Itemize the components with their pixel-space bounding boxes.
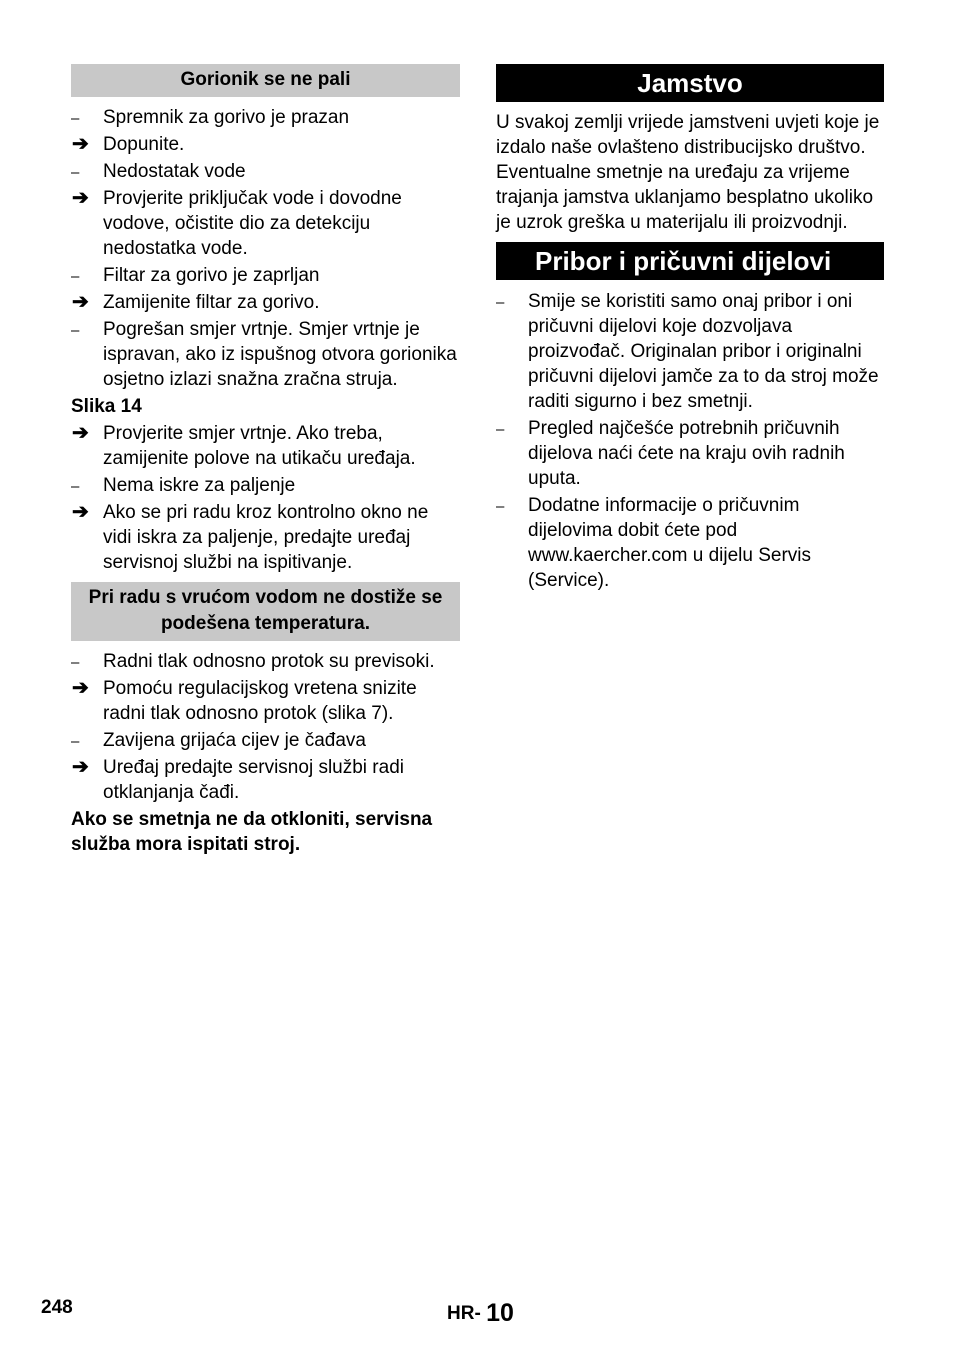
dash-marker: –: [71, 164, 80, 181]
accessories-list: [496, 289, 884, 593]
section-heading-warranty: Jamstvo: [496, 64, 884, 102]
list-item: ➔ Dopunite.: [72, 133, 185, 155]
list-item: – Spremnik za gorivo je prazan: [71, 105, 460, 130]
arrow-right-icon: ➔: [72, 422, 89, 444]
separator: -: [474, 1303, 481, 1324]
arrow-right-icon: ➔: [72, 291, 89, 313]
list-item: ➔ Uređaj predajte servisnoj službi radi otklanjanja čađi.: [72, 756, 404, 803]
burner-troubleshooting-list-continued: [71, 421, 460, 575]
list-item: ➔ Ako se pri radu kroz kontrolno okno ne vidi iskra za paljenje, predajte uređaj servisnoj službi na ispitivanje.: [72, 501, 429, 573]
language-code: HR: [447, 1303, 475, 1324]
closing-note: Ako se smetnja ne da otkloniti, servisna služba mora ispitati stroj.: [71, 809, 433, 855]
left-column: [71, 64, 460, 857]
right-column: [496, 64, 884, 595]
temperature-troubleshooting-list: [71, 649, 460, 805]
dash-marker: –: [71, 268, 80, 285]
dash-marker: –: [496, 294, 505, 311]
list-item: – Pregled najčešće potrebnih pričuvnih dijelova naći ćete na kraju ovih radnih uputa.: [496, 418, 845, 489]
list-item: – Nedostatak vode: [71, 159, 460, 184]
arrow-right-icon: ➔: [72, 133, 89, 155]
dash-marker: –: [71, 322, 80, 339]
arrow-right-icon: ➔: [72, 677, 89, 699]
dash-marker: –: [496, 421, 505, 438]
figure-reference: Slika 14: [71, 396, 142, 417]
list-item: – Pogrešan smjer vrtnje. Smjer vrtnje je ispravan, ako iz ispušnog otvora gorionika osjetno izlazi snažna zračna struja.: [71, 319, 457, 390]
section-heading-burner-not-igniting: Gorionik se ne pali: [71, 64, 460, 97]
list-item: – Dodatne informacije o pričuvnim dijelovima dobit ćete pod www.kaercher.com u dijelu Servis (Service).: [496, 495, 811, 591]
dash-marker: –: [71, 654, 80, 671]
arrow-right-icon: ➔: [72, 756, 89, 778]
list-item: – Filtar za gorivo je zaprljan: [71, 263, 460, 288]
dash-marker: –: [71, 733, 80, 750]
dash-marker: –: [71, 110, 80, 127]
list-item: ➔ Pomoću regulacijskog vretena snizite radni tlak odnosno protok (slika 7).: [72, 677, 417, 724]
list-item: – Smije se koristiti samo onaj pribor i oni pričuvni dijelovi koje dozvoljava proizvođač. Originalan pribor i originalni pričuvni dijelovi jamče za to da stroj može raditi sigurno i bez smetnji.: [496, 291, 879, 412]
local-page-number: 10: [486, 1299, 514, 1327]
list-item: ➔ Provjerite smjer vrtnje. Ako treba, zamijenite polove na utikaču uređaja.: [72, 422, 416, 469]
burner-troubleshooting-list: [71, 105, 460, 392]
list-item: – Zavijena grijaća cijev je čađava: [71, 728, 460, 753]
list-item: – Radni tlak odnosno protok su previsoki.: [71, 649, 460, 674]
section-heading-accessories: Pribor i pričuvni dijelovi: [496, 242, 884, 280]
list-item: ➔ Zamijenite filtar za gorivo.: [72, 291, 320, 313]
warranty-text: U svakoj zemlji vrijede jamstveni uvjeti koje je izdalo naše ovlašteno distribucijsko društvo. Eventualne smetnje na uređaju za vrijeme trajanja jamstva uklanjamo besplatno ukoliko je uzrok greška u materijalu ili proizvodnji.: [496, 112, 880, 233]
language-page-label: [447, 1297, 514, 1326]
dash-marker: –: [496, 498, 505, 515]
page-number: 248: [41, 1297, 73, 1318]
arrow-right-icon: ➔: [72, 501, 89, 523]
arrow-right-icon: ➔: [72, 187, 89, 209]
section-heading-temperature-not-reached: Pri radu s vrućom vodom ne dostiže se podešena temperatura.: [71, 582, 460, 641]
list-item: ➔ Provjerite priključak vode i dovodne vodove, očistite dio za detekciju nedostatka vode.: [72, 187, 402, 259]
dash-marker: –: [71, 478, 80, 495]
list-item: – Nema iskre za paljenje: [71, 473, 460, 498]
